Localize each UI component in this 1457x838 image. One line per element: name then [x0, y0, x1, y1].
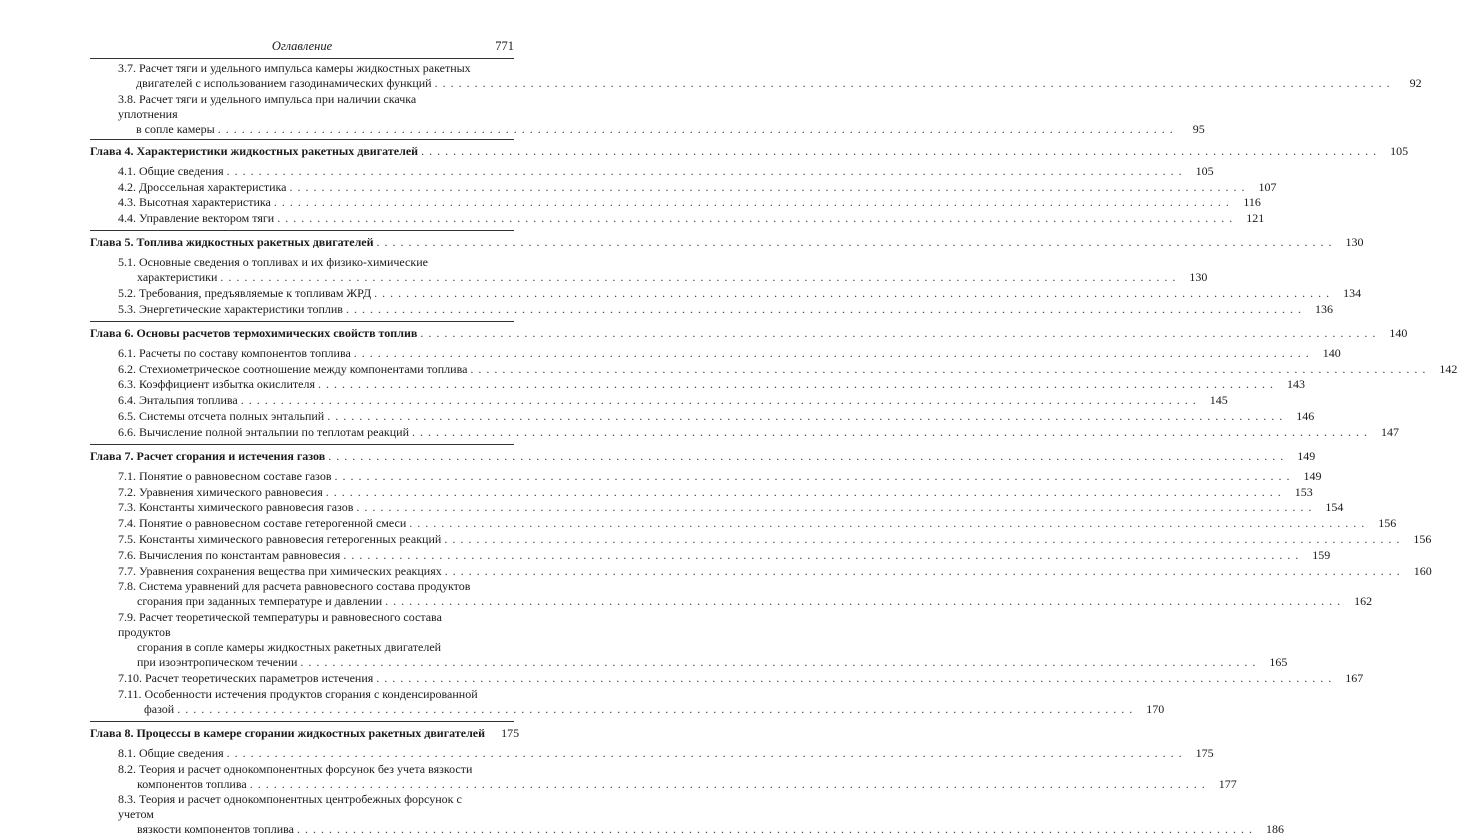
- toc-page-number: 162: [1354, 594, 1373, 609]
- toc-leader-dots: . . . . . . . . . . . . . . . . . . . . . . . . . . . . . . . . . . . . . . . . . . . . . . . . . . . . . . . . . . . . . . . . . . . . . . . . . . . . . . . . . . . . . . . . . . . . . . . . . . . . . . . . . . . . . . . . . . . . . . . .: [434, 76, 1391, 90]
- toc-entry-title-line: 8.3. Теория и расчет однокомпонентных центробежных форсунок с учетом: [118, 792, 462, 822]
- toc-entry-title: 6.4. Энтальпия топлива: [118, 393, 238, 408]
- toc-page-number: 121: [1246, 211, 1265, 226]
- toc-entry-title: 8.1. Общие сведения: [118, 745, 224, 760]
- toc-entry-title-line: сгорания в сопле камеры жидкостных ракетных двигателей: [137, 640, 442, 655]
- table-of-contents: [90, 61, 1457, 838]
- toc-section-entry: [90, 393, 1228, 408]
- toc-entry-title: 5.2. Требования, предъявляемые к топливам ЖРД: [118, 285, 372, 300]
- toc-leader-dots: . . . . . . . . . . . . . . . . . . . . . . . . . . . . . . . . . . . . . . . . . . . . . . . . . . . . . . . . . . . . . . . . . . . . . . . . . . . . . . . . . . . . . . . . . . . . . . . . . . . . . . . . . . . . . . . . . . . . . . . .: [220, 270, 1177, 285]
- toc-leader-dots: . . . . . . . . . . . . . . . . . . . . . . . . . . . . . . . . . . . . . . . . . . . . . . . . . . . . . . . . . . . . . . . . . . . . . . . . . . . . . . . . . . . . . . . . . . . . . . . . . . . . . . . . . . . . . . . . . . . . . . . .: [240, 393, 1197, 408]
- toc-entry-title-line: 7.9. Расчет теоретической температуры и равновесного состава продуктов: [118, 610, 442, 640]
- toc-entry-title: 7.1. Понятие о равновесном составе газов: [118, 468, 332, 483]
- toc-page-number: 147: [1381, 424, 1399, 439]
- toc-page-number: 105: [1390, 143, 1409, 158]
- toc-page-number: 186: [1265, 822, 1284, 837]
- toc-leader-dots: . . . . . . . . . . . . . . . . . . . . . . . . . . . . . . . . . . . . . . . . . . . . . . . . . . . . . . . . . . . . . . . . . . . . . . . . . . . . . . . . . . . . . . . . . . . . . . . . . . . . . . . . . . . . . . . . . . . . . . . .: [420, 325, 1377, 340]
- running-header: [90, 38, 514, 59]
- toc-chapter-entry: [90, 721, 520, 741]
- toc-section-entry: [90, 686, 1165, 717]
- toc-entry-title: 4.4. Управление вектором тяги: [118, 211, 275, 226]
- toc-page-number: 165: [1269, 655, 1288, 670]
- toc-leader-dots: . . . . . . . . . . . . . . . . . . . . . . . . . . . . . . . . . . . . . . . . . . . . . . . . . . . . . . . . . . . . . . . . . . . . . . . . . . . . . . . . . . . . . . . . . . . . . . . . . . . . . . . . . . . . . . . . . . . . . . . .: [412, 424, 1368, 439]
- toc-entry-title: 7.3. Константы химического равновесия газов: [118, 500, 354, 515]
- toc-leader-dots: . . . . . . . . . . . . . . . . . . . . . . . . . . . . . . . . . . . . . . . . . . . . . . . . . . . . . . . . . . . . . . . . . . . . . . . . . . . . . . . . . . . . . . . . . . . . . . . . . . . . . . . . . . . . . . . . . . . . . . . .: [277, 211, 1234, 226]
- toc-section-entry: [90, 424, 1399, 440]
- toc-leader-dots: . . . . . . . . . . . . . . . . . . . . . . . . . . . . . . . . . . . . . . . . . . . . . . . . . . . . . . . . . . . . . . . . . . . . . . . . . . . . . . . . . . . . . . . . . . . . . . . . . . . . . . . . . . . . . . . . . . . . . . . .: [376, 670, 1333, 685]
- toc-leader-dots: . . . . . . . . . . . . . . . . . . . . . . . . . . . . . . . . . . . . . . . . . . . . . . . . . . . . . . . . . . . . . . . . . . . . . . . . . . . . . . . . . . . . . . . . . . . . . . . . . . . . . . . . . . . . . . . . . . . . . . . .: [385, 594, 1342, 609]
- toc-page-number: 177: [1218, 776, 1237, 791]
- toc-entry-title: Глава 6. Основы расчетов термохимических свойств топлив: [90, 325, 418, 340]
- toc-leader-dots: . . . . . . . . . . . . . . . . . . . . . . . . . . . . . . . . . . . . . . . . . . . . . . . . . . . . . . . . . . . . . . . . . . . . . . . . . . . . . . . . . . . . . . . . . . . . . . . . . . . . . . . . . . . . . . . . . . . . . . . .: [226, 163, 1183, 178]
- toc-entry-title-line: 7.8. Система уравнений для расчета равновесного состава продуктов: [118, 579, 471, 594]
- toc-leader-dots: . . . . . . . . . . . . . . . . . . . . . . . . . . . . . . . . . . . . . . . . . . . . . . . . . . . . . . . . . . . . . . . . . . . . . . . . . . . . . . . . . . . . . . . . . . . . . . . . . . . . . . . . . . . . . . . . . . . . . . . .: [296, 822, 1253, 837]
- header-title: Оглавление: [271, 39, 333, 53]
- toc-entry-title-line: 3.8. Расчет тяги и удельного импульса при наличии скачка уплотнения: [118, 91, 417, 121]
- toc-page-number: 156: [1413, 531, 1432, 546]
- toc-leader-dots: . . . . . . . . . . . . . . . . . . . . . . . . . . . . . . . . . . . . . . . . . . . . . . . . . . . . . . . . . . . . . . . . . . . . . . . . . . . . . . . . . . . . . . . . . . . . . . . . . . . . . . . . . . . . . . . . . . . . . . . .: [345, 301, 1302, 316]
- toc-section-entry: [90, 563, 1432, 579]
- toc-leader-dots: . . . . . . . . . . . . . . . . . . . . . . . . . . . . . . . . . . . . . . . . . . . . . . . . . . . . . . . . . . . . . . . . . . . . . . . . . . . . . . . . . . . . . . . . . . . . . . . . . . . . . . . . . . . . . . . . . . . . . . . .: [217, 121, 1174, 136]
- toc-section-entry: [90, 91, 1205, 137]
- toc-leader-dots: . . . . . . . . . . . . . . . . . . . . . . . . . . . . . . . . . . . . . . . . . . . . . . . . . . . . . . . . . . . . . . . . . . . . . . . . . . . . . . . . . . . . . . . . . . . . . . . . . . . . . . . . . . . . . . . . . . . . . . . .: [444, 531, 1401, 546]
- toc-leader-dots: . . . . . . . . . . . . . . . . . . . . . . . . . . . . . . . . . . . . . . . . . . . . . . . . . . . . . . . . . . . . . . . . . . . . . . . . . . . . . . . . . . . . . . . . . . . . . . . . . . . . . . . . . . . . . . . . . . . . . . . .: [343, 547, 1300, 562]
- toc-section-entry: [90, 361, 1457, 377]
- toc-entry-title: в сопле камеры: [136, 121, 215, 136]
- toc-page-number: 140: [1322, 345, 1341, 360]
- toc-leader-dots: . . . . . . . . . . . . . . . . . . . . . . . . . . . . . . . . . . . . . . . . . . . . . . . . . . . . . . . . . . . . . . . . . . . . . . . . . . . . . . . . . . . . . . . . . . . . . . . . . . . . . . . . . . . . . . . . . . . . . . . .: [409, 516, 1366, 531]
- toc-chapter-entry: [90, 230, 1364, 250]
- toc-entry-title-line: 8.2. Теория и расчет однокомпонентных форсунок без учета вязкости: [118, 761, 473, 776]
- toc-entry-title: двигателей с использованием газодинамических функций: [136, 76, 432, 90]
- header-page-number: 771: [495, 39, 514, 53]
- toc-section-entry: [90, 301, 1333, 317]
- toc-page-number: 136: [1314, 301, 1333, 316]
- toc-section-entry: [90, 610, 1288, 670]
- toc-section-entry: [90, 547, 1331, 563]
- toc-chapter-entry: [90, 321, 1408, 341]
- toc-entry-title: 7.4. Понятие о равновесном составе гетерогенной смеси: [118, 516, 407, 531]
- toc-section-entry: [90, 179, 1277, 195]
- toc-section-entry: [90, 163, 1214, 179]
- toc-page-number: 134: [1343, 285, 1362, 300]
- toc-page-number: 167: [1345, 670, 1364, 685]
- toc-section-entry: [90, 500, 1344, 515]
- toc-leader-dots: . . . . . . . . . . . . . . . . . . . . . . . . . . . . . . . . . . . . . . . . . . . . . . . . . . . . . . . . . . . . . . . . . . . . . . . . . . . . . . . . . . . . . . . . . . . . . . . . . . . . . . . . . . . . . . . . . . . . . . . .: [226, 745, 1183, 760]
- toc-section-entry: [90, 255, 1208, 285]
- toc-leader-dots: . . . . . . . . . . . . . . . . . . . . . . . . . . . . . . . . . . . . . . . . . . . . . . . . . . . . . . . . . . . . . . . . . . . . . . . . . . . . . . . . . . . . . . . . . . . . . . . . . . . . . . . . . . . . . . . . . . . . . . . .: [334, 468, 1291, 483]
- toc-entry-title: компонентов топлива: [137, 776, 247, 791]
- toc-page-number: 146: [1296, 408, 1315, 423]
- toc-section-entry: [90, 484, 1313, 500]
- toc-section-entry: [90, 345, 1341, 361]
- toc-section-entry: [90, 745, 1214, 761]
- toc-leader-dots: . . . . . . . . . . . . . . . . . . . . . . . . . . . . . . . . . . . . . . . . . . . . . . . . . . . . . . . . . . . . . . . . . . . . . . . . . . . . . . . . . . . . . . . . . . . . . . . . . . . . . . . . . . . . . . . . . . . . . . . .: [356, 500, 1313, 515]
- toc-section-entry: [90, 516, 1397, 531]
- toc-page-number: 149: [1303, 468, 1322, 483]
- toc-leader-dots: . . . . . . . . . . . . . . . . . . . . . . . . . . . . . . . . . . . . . . . . . . . . . . . . . . . . . . . . . . . . . . . . . . . . . . . . . . . . . . . . . . . . . . . . . . . . . . . . . . . . . . . . . . . . . . . . . . . . . . . .: [327, 408, 1284, 423]
- toc-section-entry: [90, 285, 1362, 301]
- toc-entry-title-line: 5.1. Основные сведения о топливах и их физико-химические: [118, 255, 428, 270]
- toc-page-number: 160: [1413, 563, 1432, 578]
- toc-chapter-entry: [90, 444, 1316, 464]
- toc-page-number: 154: [1325, 500, 1344, 515]
- toc-entry-title: 7.2. Уравнения химического равновесия: [118, 484, 323, 499]
- toc-chapter-entry: [90, 139, 1409, 159]
- toc-entry-title: сгорания при заданных температуре и давлении: [137, 594, 383, 609]
- toc-page-number: 130: [1345, 235, 1364, 250]
- toc-entry-title-line: 7.11. Особенности истечения продуктов сгорания с конденсированной: [118, 686, 478, 701]
- toc-leader-dots: . . . . . . . . . . . . . . . . . . . . . . . . . . . . . . . . . . . . . . . . . . . . . . . . . . . . . . . . . . . . . . . . . . . . . . . . . . . . . . . . . . . . . . . . . . . . . . . . . . . . . . . . . . . . . . . . . . . . . . . .: [376, 235, 1333, 250]
- toc-entry-title: 6.3. Коэффициент избытка окислителя: [118, 377, 315, 392]
- toc-leader-dots: . . . . . . . . . . . . . . . . . . . . . . . . . . . . . . . . . . . . . . . . . . . . . . . . . . . . . . . . . . . . . . . . . . . . . . . . . . . . . . . . . . . . . . . . . . . . . . . . . . . . . . . . . . . . . . . . . . . . . . . .: [328, 448, 1285, 463]
- toc-page-number: 107: [1258, 179, 1277, 194]
- toc-page-number: 95: [1192, 121, 1205, 136]
- toc-page-number: 92: [1409, 76, 1422, 90]
- toc-entry-title: 7.6. Вычисления по константам равновесия: [118, 547, 341, 562]
- toc-page-number: 175: [1195, 745, 1214, 760]
- toc-leader-dots: . . . . . . . . . . . . . . . . . . . . . . . . . . . . . . . . . . . . . . . . . . . . . . . . . . . . . . . . . . . . . . . . . . . . . . . . . . . . . . . . . . . . . . . . . . . . . . . . . . . . . . . . . . . . . . . . . . . . . . . .: [249, 776, 1206, 791]
- toc-entry-title-line: 3.7. Расчет тяги и удельного импульса камеры жидкостных ракетных: [118, 61, 471, 75]
- toc-leader-dots: . . . . . . . . . . . . . . . . . . . . . . . . . . . . . . . . . . . . . . . . . . . . . . . . . . . . . . . . . . . . . . . . . . . . . . . . . . . . . . . . . . . . . . . . . . . . . . . . . . . . . . . . . . . . . . . . . . . . . . . .: [470, 361, 1427, 376]
- toc-page-number: 175: [501, 725, 520, 740]
- toc-entry-title: фазой: [144, 701, 175, 716]
- toc-page-number: 130: [1189, 270, 1208, 285]
- toc-entry-title: характеристики: [137, 270, 218, 285]
- toc-entry-title: 7.10. Расчет теоретических параметров истечения: [118, 670, 374, 685]
- toc-entry-title: Глава 5. Топлива жидкостных ракетных двигателей: [90, 235, 374, 250]
- toc-leader-dots: . . . . . . . . . . . . . . . . . . . . . . . . . . . . . . . . . . . . . . . . . . . . . . . . . . . . . . . . . . . . . . . . . . . . . . . . . . . . . . . . . . . . . . . . . . . . . . . . . . . . . . . . . . . . . . . . . . . . . . . .: [177, 701, 1134, 716]
- toc-entry-title: 6.6. Вычисление полной энтальпии по теплотам реакций: [118, 424, 409, 439]
- toc-entry-title: 6.1. Расчеты по составу компонентов топлива: [118, 345, 351, 360]
- toc-section-entry: [90, 408, 1315, 424]
- toc-section-entry: [90, 195, 1261, 210]
- toc-section-entry: [90, 761, 1237, 792]
- toc-leader-dots: . . . . . . . . . . . . . . . . . . . . . . . . . . . . . . . . . . . . . . . . . . . . . . . . . . . . . . . . . . . . . . . . . . . . . . . . . . . . . . . . . . . . . . . . . . . . . . . . . . . . . . . . . . . . . . . . . . . . . . . .: [421, 143, 1378, 158]
- toc-entry-title: 7.5. Константы химического равновесия гетерогенных реакций: [118, 531, 442, 546]
- toc-page-number: 140: [1389, 325, 1408, 340]
- toc-entry-title: 4.2. Дроссельная характеристика: [118, 179, 287, 194]
- toc-leader-dots: . . . . . . . . . . . . . . . . . . . . . . . . . . . . . . . . . . . . . . . . . . . . . . . . . . . . . . . . . . . . . . . . . . . . . . . . . . . . . . . . . . . . . . . . . . . . . . . . . . . . . . . . . . . . . . . . . . . . . . . .: [289, 179, 1246, 194]
- toc-page-number: 105: [1195, 163, 1214, 178]
- toc-entry-title: Глава 8. Процессы в камере сгорании жидкостных ракетных двигателей: [90, 725, 486, 740]
- toc-page-number: 145: [1209, 393, 1228, 408]
- toc-page-number: 156: [1378, 516, 1397, 531]
- toc-entry-title: вязкости компонентов топлива: [137, 822, 294, 837]
- toc-entry-title: 6.2. Стехиометрическое соотношение между компонентами топлива: [118, 361, 468, 376]
- toc-section-entry: [90, 468, 1322, 484]
- toc-page-number: 143: [1287, 377, 1305, 392]
- toc-section-entry: [90, 670, 1364, 686]
- toc-entry-title: 6.5. Системы отсчета полных энтальпий: [118, 408, 325, 423]
- toc-entry-title: 7.7. Уравнения сохранения вещества при химических реакциях: [118, 563, 442, 578]
- toc-section-entry: [90, 61, 1422, 91]
- toc-page-number: 153: [1294, 484, 1313, 499]
- toc-page-number: 170: [1146, 701, 1165, 716]
- toc-page-number: 142: [1439, 361, 1457, 376]
- toc-entry-title: 4.1. Общие сведения: [118, 163, 224, 178]
- toc-entry-title: Глава 4. Характеристики жидкостных ракетных двигателей: [90, 143, 419, 158]
- toc-section-entry: [90, 377, 1305, 392]
- toc-entry-title: при изоэнтропическом течении: [137, 655, 298, 670]
- toc-leader-dots: . . . . . . . . . . . . . . . . . . . . . . . . . . . . . . . . . . . . . . . . . . . . . . . . . . . . . . . . . . . . . . . . . . . . . . . . . . . . . . . . . . . . . . . . . . . . . . . . . . . . . . . . . . . . . . . . . . . . . . . .: [273, 195, 1230, 210]
- toc-page-number: 116: [1243, 195, 1261, 210]
- toc-entry-title: Глава 7. Расчет сгорания и истечения газов: [90, 448, 326, 463]
- toc-entry-title: 5.3. Энергетические характеристики топлив: [118, 301, 343, 316]
- toc-section-entry: [90, 531, 1432, 547]
- toc-leader-dots: . . . . . . . . . . . . . . . . . . . . . . . . . . . . . . . . . . . . . . . . . . . . . . . . . . . . . . . . . . . . . . . . . . . . . . . . . . . . . . . . . . . . . . . . . . . . . . . . . . . . . . . . . . . . . . . . . . . . . . . .: [353, 345, 1310, 360]
- toc-page-number: 159: [1312, 547, 1331, 562]
- toc-leader-dots: . . . . . . . . . . . . . . . . . . . . . . . . . . . . . . . . . . . . . . . . . . . . . . . . . . . . . . . . . . . . . . . . . . . . . . . . . . . . . . . . . . . . . . . . . . . . . . . . . . . . . . . . . . . . . . . . . . . . . . . .: [374, 285, 1331, 300]
- toc-page-number: 149: [1297, 448, 1316, 463]
- toc-leader-dots: . . . . . . . . . . . . . . . . . . . . . . . . . . . . . . . . . . . . . . . . . . . . . . . . . . . . . . . . . . . . . . . . . . . . . . . . . . . . . . . . . . . . . . . . . . . . . . . . . . . . . . . . . . . . . . . . . . . . . . . .: [325, 484, 1282, 499]
- toc-leader-dots: . . . . . . . . . . . . . . . . . . . . . . . . . . . . . . . . . . . . . . . . . . . . . . . . . . . . . . . . . . . . . . . . . . . . . . . . . . . . . . . . . . . . . . . . . . . . . . . . . . . . . . . . . . . . . . . . . . . . . . . .: [318, 377, 1274, 392]
- toc-entry-title: 4.3. Высотная характеристика: [118, 195, 271, 210]
- toc-leader-dots: . . . . . . . . . . . . . . . . . . . . . . . . . . . . . . . . . . . . . . . . . . . . . . . . . . . . . . . . . . . . . . . . . . . . . . . . . . . . . . . . . . . . . . . . . . . . . . . . . . . . . . . . . . . . . . . . . . . . . . . .: [444, 563, 1401, 578]
- toc-section-entry: [90, 579, 1373, 609]
- toc-leader-dots: . . . . . . . . . . . . . . . . . . . . . . . . . . . . . . . . . . . . . . . . . . . . . . . . . . . . . . . . . . . . . . . . . . . . . . . . . . . . . . . . . . . . . . . . . . . . . . . . . . . . . . . . . . . . . . . . . . . . . . . .: [300, 655, 1257, 670]
- toc-section-entry: [90, 211, 1265, 226]
- toc-section-entry: [90, 792, 1284, 837]
